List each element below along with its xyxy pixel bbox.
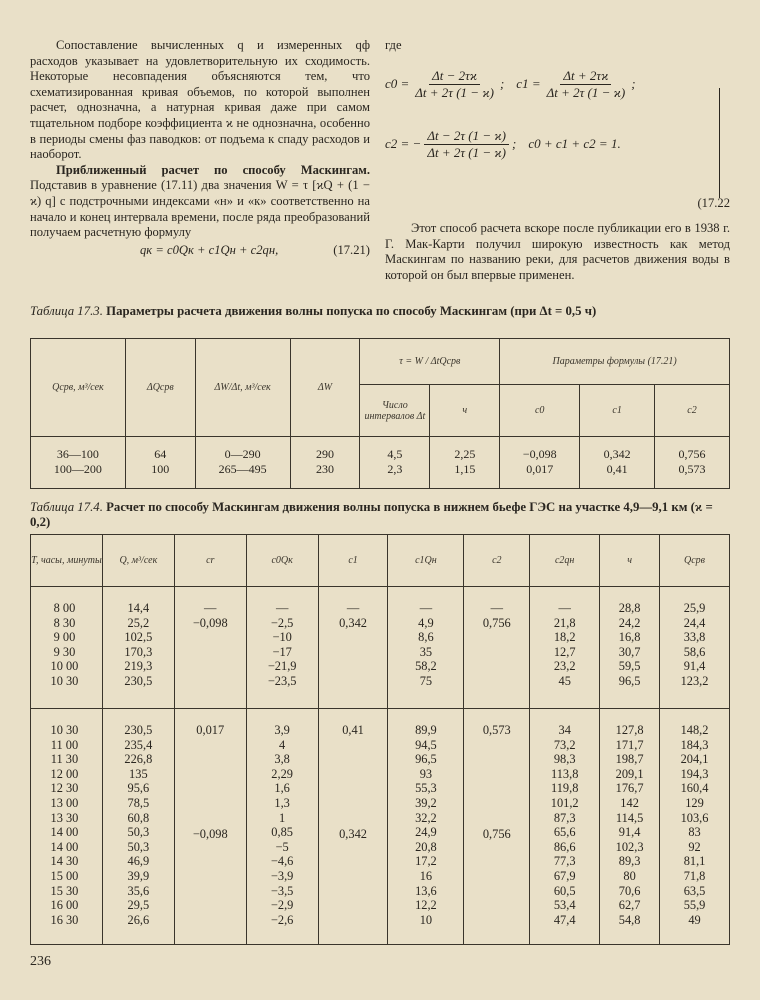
table-cell: 53,4 <box>553 898 576 913</box>
table-cell: 86,6 <box>553 839 576 854</box>
separator: ; <box>511 136 517 152</box>
coefficients-formula <box>385 60 730 190</box>
table-cell: 102,3 <box>615 839 644 854</box>
table-cell: 12 30 <box>50 781 79 796</box>
table-cell <box>464 645 529 660</box>
table-cell: 1,3 <box>274 795 290 810</box>
col-c2 <box>464 709 530 945</box>
col-c0 <box>174 587 246 709</box>
col-c2q <box>530 587 600 709</box>
col-dw <box>290 437 360 489</box>
section-heading: Приближенный расчет по способу Маскингам. <box>56 162 370 177</box>
col-c2 <box>655 437 730 489</box>
formula-number-17-22: (17.22 <box>697 195 730 210</box>
table-cell: 98,3 <box>553 752 576 767</box>
table-cell: 91,4 <box>683 659 706 674</box>
header-c2: c2 <box>655 385 730 437</box>
header-c0qk: c0Qк <box>246 535 318 587</box>
table-cell: 12 00 <box>50 766 79 781</box>
table-17-4-caption <box>30 500 730 530</box>
table-cell: — <box>204 601 217 615</box>
col-q-small <box>600 709 660 945</box>
right-brace <box>713 88 720 198</box>
col-n <box>360 437 430 489</box>
table-cell: −21,9 <box>267 659 297 674</box>
table-cell: 35,6 <box>127 883 150 898</box>
header-qsrv: Qсрв, м³/сек <box>31 339 126 437</box>
table-cell: 47,4 <box>553 912 576 927</box>
table-cell: 12,2 <box>415 898 437 913</box>
header-delta-q: ΔQсрв <box>125 339 195 437</box>
c1-fraction <box>544 68 629 101</box>
cell: 0,41 <box>606 462 628 476</box>
cell: 2,3 <box>387 462 403 476</box>
table-cell: 135 <box>129 766 148 781</box>
table-17-4-title: Расчет по способу Маскингам движения волны попуска в нижнем бьефе ГЭС на участке 4,9—9,1 км (ϰ = 0,2) <box>30 500 713 529</box>
table-cell: 13,6 <box>415 883 437 898</box>
col-c2q <box>530 709 600 945</box>
table-cell: 62,7 <box>618 898 641 913</box>
table-cell: 123,2 <box>680 673 709 688</box>
table-cell: 96,5 <box>415 752 437 767</box>
col-dwdt <box>195 437 290 489</box>
col-qsrv <box>660 709 730 945</box>
table-cell: 70,6 <box>618 883 641 898</box>
table-cell: 9 30 <box>53 644 76 659</box>
cell: 64 <box>154 447 167 461</box>
table-cell: 8 00 <box>53 601 76 615</box>
col-time <box>31 709 103 945</box>
col-c0 <box>500 437 580 489</box>
table-cell: 50,3 <box>127 825 150 840</box>
table-cell: 96,5 <box>618 673 641 688</box>
c0-bottom: −0,098 <box>192 827 228 841</box>
table-cell: 176,7 <box>615 781 644 796</box>
table-cell: 13 00 <box>50 795 79 810</box>
table-cell: 75 <box>419 673 433 688</box>
table-cell: 3,9 <box>274 723 290 737</box>
table-cell: 34 <box>558 723 571 737</box>
table-cell <box>175 674 246 689</box>
table-cell: 1 <box>279 810 286 825</box>
table-cell: 67,9 <box>553 868 576 883</box>
table-cell: 92 <box>688 839 701 854</box>
table-cell: 219,3 <box>124 659 153 674</box>
table-cell: 83 <box>688 825 701 840</box>
cell: 100 <box>151 462 170 476</box>
header-c0: c0 <box>500 385 580 437</box>
table-cell <box>464 659 529 674</box>
table-cell: — <box>490 601 503 615</box>
table-cell: −4,6 <box>270 854 294 869</box>
c2-lhs: c2 = − <box>385 136 422 152</box>
table-17-4-label: Таблица 17.4. <box>30 500 103 514</box>
table-cell: 95,6 <box>127 781 150 796</box>
formula-17-21 <box>30 243 370 259</box>
table-cell: 94,5 <box>415 737 437 752</box>
c0-denominator: Δt + 2τ (1 − ϰ) <box>415 84 494 100</box>
table-cell: 11 00 <box>50 737 79 752</box>
table-cell: 14,4 <box>127 601 150 615</box>
table-cell: 25,2 <box>127 615 150 630</box>
table-cell: 101,2 <box>550 795 579 810</box>
left-column <box>30 38 370 258</box>
table-cell: 142 <box>620 795 639 810</box>
table-cell: 93 <box>419 766 433 781</box>
table-cell: 14 00 <box>50 839 79 854</box>
table-cell: 73,2 <box>553 737 576 752</box>
col-q <box>102 709 174 945</box>
table-cell: 13 30 <box>50 810 79 825</box>
table-cell: 20,8 <box>415 839 437 854</box>
table-cell <box>319 645 388 660</box>
cell: 230 <box>315 462 334 476</box>
table-cell: 50,3 <box>127 839 150 854</box>
table-cell: −0,098 <box>192 615 228 630</box>
table-cell: — <box>346 601 360 615</box>
formula-text: qк = c0Qк + c1Qн + c2qн, <box>140 242 279 257</box>
table-cell: 39,2 <box>415 795 437 810</box>
table-cell: 55,9 <box>683 898 706 913</box>
table-cell <box>175 659 246 674</box>
paragraph-1: Сопоставление вычисленных q и измеренных qф расходов указывает на удовлетворительную их сходимость. Некоторые несовпадения объясняются тем, что схематизированная кривая объемов, по которой выполнен расчет, однозначна, а натурная кривая даже при самом тщательном подборе коэффициента ϰ не однозначна, особенно в периоды смены фаз паводков: от подъема к спаду расходов и наоборот. <box>30 38 370 162</box>
paragraph-3: Этот способ расчета вскоре после публикации его в 1938 г. Г. Мак-Карти получил широкую известность как метод Маскингам по названию реки, для расчетов движения воды в которой он был впервые применен. <box>385 221 730 282</box>
header-c2: c2 <box>464 535 530 587</box>
table-cell: 226,8 <box>124 752 153 767</box>
c2-fraction <box>424 128 509 161</box>
table-cell: 160,4 <box>680 781 709 796</box>
header-c2qn: c2qн <box>530 535 600 587</box>
table-cell: 198,7 <box>615 752 644 767</box>
table-cell: 8,6 <box>418 630 434 645</box>
table-cell: 77,3 <box>553 854 576 869</box>
table-cell: 91,4 <box>618 825 641 840</box>
table-cell: 58,6 <box>683 644 706 659</box>
table-cell: 24,4 <box>683 615 706 630</box>
table-cell: 171,7 <box>615 737 644 752</box>
cell: 0—290 <box>224 447 261 461</box>
table-cell: 127,8 <box>615 723 644 737</box>
table-cell: 170,3 <box>124 644 153 659</box>
table-cell: 65,6 <box>553 825 576 840</box>
header-tau: τ = W / ΔtQсрв <box>360 339 500 385</box>
cell: 1,15 <box>454 462 476 476</box>
table-cell: 60,8 <box>127 810 150 825</box>
c1-bottom: 0,342 <box>339 827 367 841</box>
table-cell: 71,8 <box>683 868 706 883</box>
table-cell: 24,9 <box>415 825 437 840</box>
table-cell: 11 30 <box>50 752 79 767</box>
table-cell: 21,8 <box>553 615 576 630</box>
table-cell: 114,5 <box>615 810 644 825</box>
col-c0q <box>246 587 318 709</box>
table-cell: 35 <box>419 644 433 659</box>
table-cell: 4 <box>279 737 286 752</box>
table-cell: 80 <box>623 868 636 883</box>
table-cell: 30,7 <box>618 644 641 659</box>
col-c2 <box>464 587 530 709</box>
table-cell: 2,29 <box>271 766 293 781</box>
paragraph-2-text: Подставив в уравнение (17.11) два значения W = τ [ϰQ + (1 − ϰ) q] с подстрочными индексами «н» и «к» соответственно на начало и конец интервала времени, после ряда преобразований получаем расчетную формулу <box>30 178 370 240</box>
table-cell: 15 30 <box>50 883 79 898</box>
table-cell: 1,6 <box>274 781 290 796</box>
header-qsrv: Qсрв <box>660 535 730 587</box>
right-column <box>385 38 730 284</box>
table-cell: 25,9 <box>683 601 706 615</box>
table-cell: −2,9 <box>270 898 294 913</box>
table-cell: 63,5 <box>683 883 706 898</box>
c1-numerator: Δt + 2τϰ <box>560 68 611 85</box>
c0-fraction <box>412 68 497 101</box>
table-cell: −5 <box>275 839 289 854</box>
table-cell: 49 <box>688 912 701 927</box>
table-cell: 204,1 <box>680 752 709 767</box>
table-cell: 194,3 <box>680 766 709 781</box>
table-cell: 10 30 <box>50 673 79 688</box>
table-cell: 102,5 <box>124 630 153 645</box>
table-cell: 14 30 <box>50 854 79 869</box>
c1-top: 0,41 <box>342 723 364 737</box>
table-cell: 12,7 <box>553 644 576 659</box>
table-cell: 17,2 <box>415 854 437 869</box>
cell: 0,342 <box>603 447 631 461</box>
table-cell: −23,5 <box>267 673 297 688</box>
table-cell: 0,85 <box>271 825 293 840</box>
header-hours: ч <box>430 385 500 437</box>
table-cell: 28,8 <box>618 601 641 615</box>
table-cell: −2,6 <box>270 912 294 927</box>
c0-c1-row <box>385 68 636 101</box>
table-cell: 209,1 <box>615 766 644 781</box>
table-cell: 129 <box>685 795 704 810</box>
table-cell: 78,5 <box>127 795 150 810</box>
table-cell: −3,9 <box>270 868 294 883</box>
table-cell: 45 <box>558 673 571 688</box>
col-c1 <box>318 587 388 709</box>
col-c0 <box>174 709 246 945</box>
table-cell: 60,5 <box>553 883 576 898</box>
table-17-3-label: Таблица 17.3. <box>30 304 103 318</box>
table-cell: 10 <box>419 912 433 927</box>
cell: 4,5 <box>387 447 403 461</box>
block-1 <box>31 587 730 709</box>
table-cell: −17 <box>272 644 292 659</box>
table-cell: 10 30 <box>50 723 79 737</box>
table-cell: 89,3 <box>618 854 641 869</box>
table-cell: 119,8 <box>550 781 579 796</box>
col-c1 <box>580 437 655 489</box>
table-cell: −10 <box>272 630 292 645</box>
cell: 0,017 <box>526 462 554 476</box>
c1-lhs: c1 = <box>516 76 541 92</box>
table-cell: 16 <box>419 868 433 883</box>
cell: −0,098 <box>522 447 557 461</box>
paragraph-2 <box>30 163 370 241</box>
page-number: 236 <box>30 954 51 969</box>
table-cell: 59,5 <box>618 659 641 674</box>
table-cell: 24,2 <box>618 615 641 630</box>
where-label: где <box>385 38 402 52</box>
table-cell: 46,9 <box>127 854 150 869</box>
header-num-intervals: Число интервалов Δt <box>360 385 430 437</box>
table-cell: 4,9 <box>418 615 434 630</box>
table-cell: −2,5 <box>270 615 294 630</box>
table-cell: 9 00 <box>53 630 76 645</box>
table-cell: 3,8 <box>274 752 290 767</box>
c2-numerator: Δt − 2τ (1 − ϰ) <box>424 128 509 145</box>
table-cell: −3,5 <box>270 883 294 898</box>
col-q-small <box>600 587 660 709</box>
header-c1: c1 <box>580 385 655 437</box>
table-cell: 18,2 <box>553 630 576 645</box>
table-cell: 39,9 <box>127 868 150 883</box>
c0-numerator: Δt − 2τϰ <box>429 68 480 85</box>
c0-lhs: c0 = <box>385 76 410 92</box>
table-cell: — <box>419 601 433 615</box>
table-17-3-caption <box>30 304 730 319</box>
col-h <box>430 437 500 489</box>
table-cell: 26,6 <box>127 912 150 927</box>
table-cell: 54,8 <box>618 912 641 927</box>
c2-top: 0,573 <box>482 723 511 737</box>
table-cell: 58,2 <box>415 659 437 674</box>
table-cell: 113,8 <box>550 766 579 781</box>
col-q <box>102 587 174 709</box>
cell: 2,25 <box>454 447 476 461</box>
formula-number: (17.21) <box>333 242 370 257</box>
table-cell: 55,3 <box>415 781 437 796</box>
header-delta-w: ΔW <box>290 339 360 437</box>
separator: ; <box>499 76 505 92</box>
header-dw-dt: ΔW/Δt, м³/сек <box>195 339 290 437</box>
table-cell: 16 30 <box>50 912 79 927</box>
table-17-3 <box>30 338 730 489</box>
table-cell <box>175 630 246 645</box>
col-dq <box>125 437 195 489</box>
table-cell: 148,2 <box>680 723 709 737</box>
table-cell <box>319 659 388 674</box>
separator: ; <box>631 76 636 92</box>
coefficient-sum: c0 + c1 + c2 = 1. <box>528 136 621 152</box>
cell: 265—495 <box>218 462 267 476</box>
table-cell: 87,3 <box>553 810 576 825</box>
col-c1q <box>388 587 464 709</box>
col-c1 <box>318 709 388 945</box>
table-cell: 23,2 <box>553 659 576 674</box>
c0-top: 0,017 <box>196 723 225 737</box>
header-q-small: ч <box>600 535 660 587</box>
table-17-4 <box>30 534 730 945</box>
col-c0q <box>246 709 318 945</box>
col-qsrv <box>31 437 126 489</box>
table-cell: 230,5 <box>124 723 153 737</box>
block-2 <box>31 709 730 945</box>
header-q: Q, м³/сек <box>102 535 174 587</box>
table-cell: 89,9 <box>415 723 437 737</box>
table-cell <box>464 630 529 645</box>
table-cell <box>319 674 388 689</box>
table-cell: 0,342 <box>339 615 367 630</box>
header-params: Параметры формулы (17.21) <box>500 339 730 385</box>
table-cell: 184,3 <box>680 737 709 752</box>
table-cell: 14 00 <box>50 825 79 840</box>
header-c1: c1 <box>318 535 388 587</box>
cell: 36—100 <box>56 447 99 461</box>
table-cell: 81,1 <box>683 854 706 869</box>
table-cell <box>464 674 529 689</box>
header-c0: cr <box>174 535 246 587</box>
table-cell: 16,8 <box>618 630 641 645</box>
cell: 290 <box>315 447 334 461</box>
header-c1qn: c1Qн <box>388 535 464 587</box>
table-cell: 0,756 <box>482 615 511 630</box>
c1-denominator: Δt + 2τ (1 − ϰ) <box>546 84 626 100</box>
table-cell: 8 30 <box>53 615 76 630</box>
col-c1q <box>388 709 464 945</box>
table-cell: 16 00 <box>50 898 79 913</box>
table-cell: 33,8 <box>683 630 706 645</box>
table-cell: 103,6 <box>680 810 709 825</box>
table-cell: — <box>558 601 571 615</box>
col-qsrv <box>660 587 730 709</box>
table-cell: — <box>275 601 289 615</box>
table-cell <box>175 645 246 660</box>
cell: 0,573 <box>678 462 706 476</box>
col-time <box>31 587 103 709</box>
table-cell: 235,4 <box>124 737 153 752</box>
cell: 100—200 <box>53 462 102 476</box>
table-17-3-title: Параметры расчета движения волны попуска по способу Маскингам (при Δt = 0,5 ч) <box>106 304 597 318</box>
table-cell <box>319 630 388 645</box>
table-cell: 32,2 <box>415 810 437 825</box>
c2-bottom: 0,756 <box>482 827 511 841</box>
table-cell: 230,5 <box>124 673 153 688</box>
c2-row <box>385 128 621 161</box>
c2-denominator: Δt + 2τ (1 − ϰ) <box>427 144 506 160</box>
table-cell: 15 00 <box>50 868 79 883</box>
header-time: T, часы, минуты <box>31 535 103 587</box>
table-cell: 10 00 <box>50 659 79 674</box>
table-cell: 29,5 <box>127 898 150 913</box>
cell: 0,756 <box>678 447 706 461</box>
